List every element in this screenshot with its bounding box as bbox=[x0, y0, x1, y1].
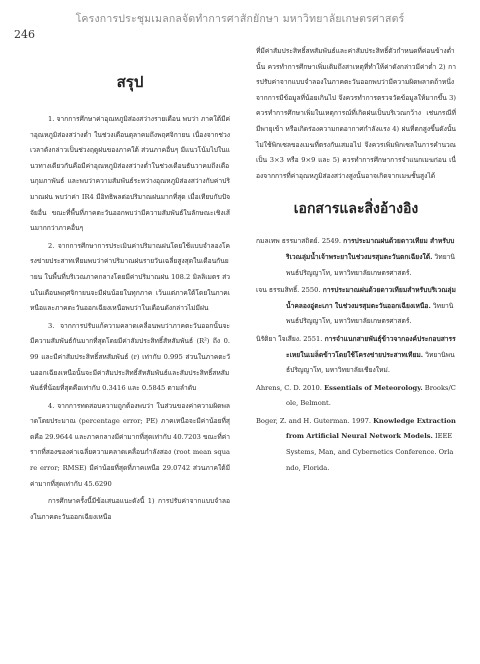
left-column bbox=[30, 44, 230, 527]
conclusion-heading: สรุป bbox=[116, 73, 144, 91]
reference-item bbox=[256, 234, 456, 281]
reference-author: Boger, Z. and H. Guterman. 1997. bbox=[256, 416, 371, 425]
conclusion-paragraph-3: 3. จากการปรับแก้ความคลาดเคลื่อนพบว่าภาคตะวันออกนั้นจะมีความสัมพันธ์กันมากที่สุดโดยมีค่าสัมประสิทธิ์สัหสัมพันธ์ (R²) ถึง 0.99 และมีค่าสัมประสิทธิ์สหสัมพันธ์ (r) เท่ากับ 0.995 ส่วนในภาคตะวันออกเฉียงเหนือนั้นจะมีค่าสัมประสิทธิ์สัหสัมพันธ์และสัมประสิทธิ์สหสัมพันธ์ที่น้อยที่สุดคือเท่ากับ 0.3416 และ 0.5845 ตามลำดับ bbox=[30, 321, 230, 393]
recommendations-paragraph: การศึกษาครั้งนี้มีข้อเสนอแนะดังนี้ 1) การปรับค่าจากแบบจำลองในภาคตะวันออกเฉียงเหนือ bbox=[30, 497, 230, 521]
right-column bbox=[256, 44, 456, 478]
reference-list bbox=[256, 234, 456, 476]
reference-source: วิทยานิพนธ์ปริญญาโท, มหาวิทยาลัยเกษตรศาสตร์. bbox=[286, 252, 455, 277]
running-header: โครงการประชุมเมลกลจัดทำการศาสักยักษา มหาวิทยาลัยเกษตรศาสตร์ bbox=[75, 13, 405, 25]
reference-title: Essentials of Meteorology. bbox=[324, 383, 423, 392]
reference-title: การประมาณฝนด้วยดาวเทียม สำหรับบริเวณลุ่มน้ำเจ้าพระยาในช่วงมรสุมตะวันตกเฉียงใต้. bbox=[286, 237, 455, 261]
reference-author: กมลเทพ ธรรมาสถิตย์. 2549. bbox=[256, 237, 342, 246]
reference-title: การประมาณฝนด้วยดาวเทียมสำหรับบริเวณลุ่มน้ำคลองอู่ตะเภา ในช่วงมรสุมตะวันออกเฉียงเหนือ. bbox=[286, 286, 456, 310]
page-number: 246 bbox=[14, 28, 35, 41]
reference-item bbox=[256, 332, 456, 379]
reference-source: วิทยานิพนธ์ปริญญาโท, มหาวิทยาลัยเกษตรศาสตร์. bbox=[286, 301, 454, 326]
conclusion-paragraph-1: 1. จากการศึกษาค่าอุณหภูมิส่องสว่างรายเดือน พบว่า ภาคใต้มีค่าอุณหภูมิส่องสว่างต่ำ ในช่วงเดือนตุลาคมถึงพฤศจิกายน เนื่องจากช่วงเวลาดังกล่าวเป็นช่วงฤดูฝนของภาคใต้ ส่วนภาคอื่นๆ มีแนวโน้มไปในแนวทางเดียวกันคือมีค่าอุณหภูมิส่องสว่างต่ำในช่วงเดือนธันวาคมถึงเดือนกุมภาพันธ์ และพบว่าความสัมพันธ์ระหว่างอุณหภูมิส่องสว่างกับค่าปริมาณฝน พบว่าค่า IR4 มีอิทธิพลต่อปริมาณฝนมากที่สุด เมื่อเทียบกับปัจจัยอื่น ขณะที่พื้นที่ภาคตะวันออกพบว่ามีความสัมพันธ์ในลักษณะเชิงเส้นมากกว่าภาคอื่นๆ bbox=[30, 115, 231, 233]
reference-source: IEEE Systems, Man, and Cybernetics Conference. Orlando, Florida. bbox=[286, 432, 454, 472]
reference-item bbox=[256, 414, 456, 476]
reference-item bbox=[256, 283, 456, 330]
reference-author: เจน ธรรมสิทธิ์. 2550. bbox=[256, 286, 321, 295]
reference-item bbox=[256, 381, 456, 412]
reference-author: Ahrens, C. D. 2010. bbox=[256, 383, 322, 392]
reference-title: การจำแนกสายพันธุ์ข้าวจากองค์ประกอบสารระเหยในเมล็ดข้าวโดยใช้โครงข่ายประสาทเทียม. bbox=[286, 334, 456, 359]
conclusion-paragraph-2: 2. จากการศึกษาการประเมินค่าปริมาณฝนโดยใช้แบบจำลองโครงข่ายประสาทเทียมพบว่าค่าปริมาณฝนรายวันเฉลี่ยสูงสุดในเดือนกันยายน ในพื้นที่บริเวณภาคกลางโดยมีค่าปริมาณฝน 108.2 มิลลิเมตร ส่วนในเดือนพฤศจิกายนจะมีฝนน้อยในทุกภาค เว้นแต่ภาคใต้โดยในภาคเหนือและภาคตะวันออกเฉียงเหนือพบว่าในเดือนดังกล่าวไม่มีฝน bbox=[30, 241, 230, 313]
reference-author: นิรัติยา ใจเสียง. 2551. bbox=[256, 334, 323, 343]
reference-title: Knowledge Extraction from Artificial Neural Network Models. bbox=[286, 416, 456, 441]
reference-source: Brooks/Cole, Belmont. bbox=[286, 383, 456, 408]
reference-source: วิทยานิพนธ์ปริญญาโท, มหาวิทยาลัยเชียงใหม่. bbox=[286, 350, 455, 375]
references-heading: เอกสารและสิ่งอ้างอิง bbox=[293, 201, 419, 218]
recommendations-continued: ที่มีค่าสัมประสิทธิ์สหสัมพันธ์และค่าสัมประสิทธิ์ตัวกำหนดที่ค่อนข้างต่ำนั้น ควรทำการศึกษาเพิ่มเติมถึงสาเหตุที่ทำให้ค่าดังกล่าวมีค่าต่ำ 2) การปรับค่าจากแบบจำลองในภาคตะวันออกพบว่ามีความผิดพลาดถ้าหนึ่งจากการมีข้อมูลที่น้อยเกินไป จึงควรทำการตรวจวัดข้อมูลให้มากขึ้น 3) ควรทำการศึกษาเพิ่มในเหตุการณ์ที่เกิดฝนเป็นบริเวณกว้าง เช่นกรณีที่มีพายุเข้า หรือเกิดร่องความกดอากาศกำลังแรง 4) ฝนที่ตกสูงขึ้นดังนั้นไม่ใช้พิกเซลของเมฆที่ตรงกันเสมอไป จึงควรเพิ่มพิกเซลในการคำนวณเป็น 3×3 หรือ 9×9 และ 5) ควรทำการศึกษาการจำแนกเมฆก่อน เนื่องจากการที่ค่าอุณหภูมิส่องสว่างสูงนั้นอาจเกิดจากเมฆชั้นสูงได้ bbox=[256, 47, 456, 180]
conclusion-paragraph-4: 4. จากการทดสอบความถูกต้องพบว่า ในส่วนของค่าความผิดพลาดโดยประมาณ (percentage error; PE) ภาคเหนือจะมีค่าน้อยที่สุดคือ 29.9644 และภาคกลางมีค่ามากที่สุดเท่ากับ 40.7203 ขณะที่ค่ารากที่สองของค่าเฉลี่ยความคลาดเคลื่อนกำลังสอง (root mean square error; RMSE) มีค่าน้อยที่สุดที่ภาคเหนือ 29.0742 ส่วนภาคใต้มีค่ามากที่สุดเท่ากับ 45.6290 bbox=[30, 401, 230, 488]
